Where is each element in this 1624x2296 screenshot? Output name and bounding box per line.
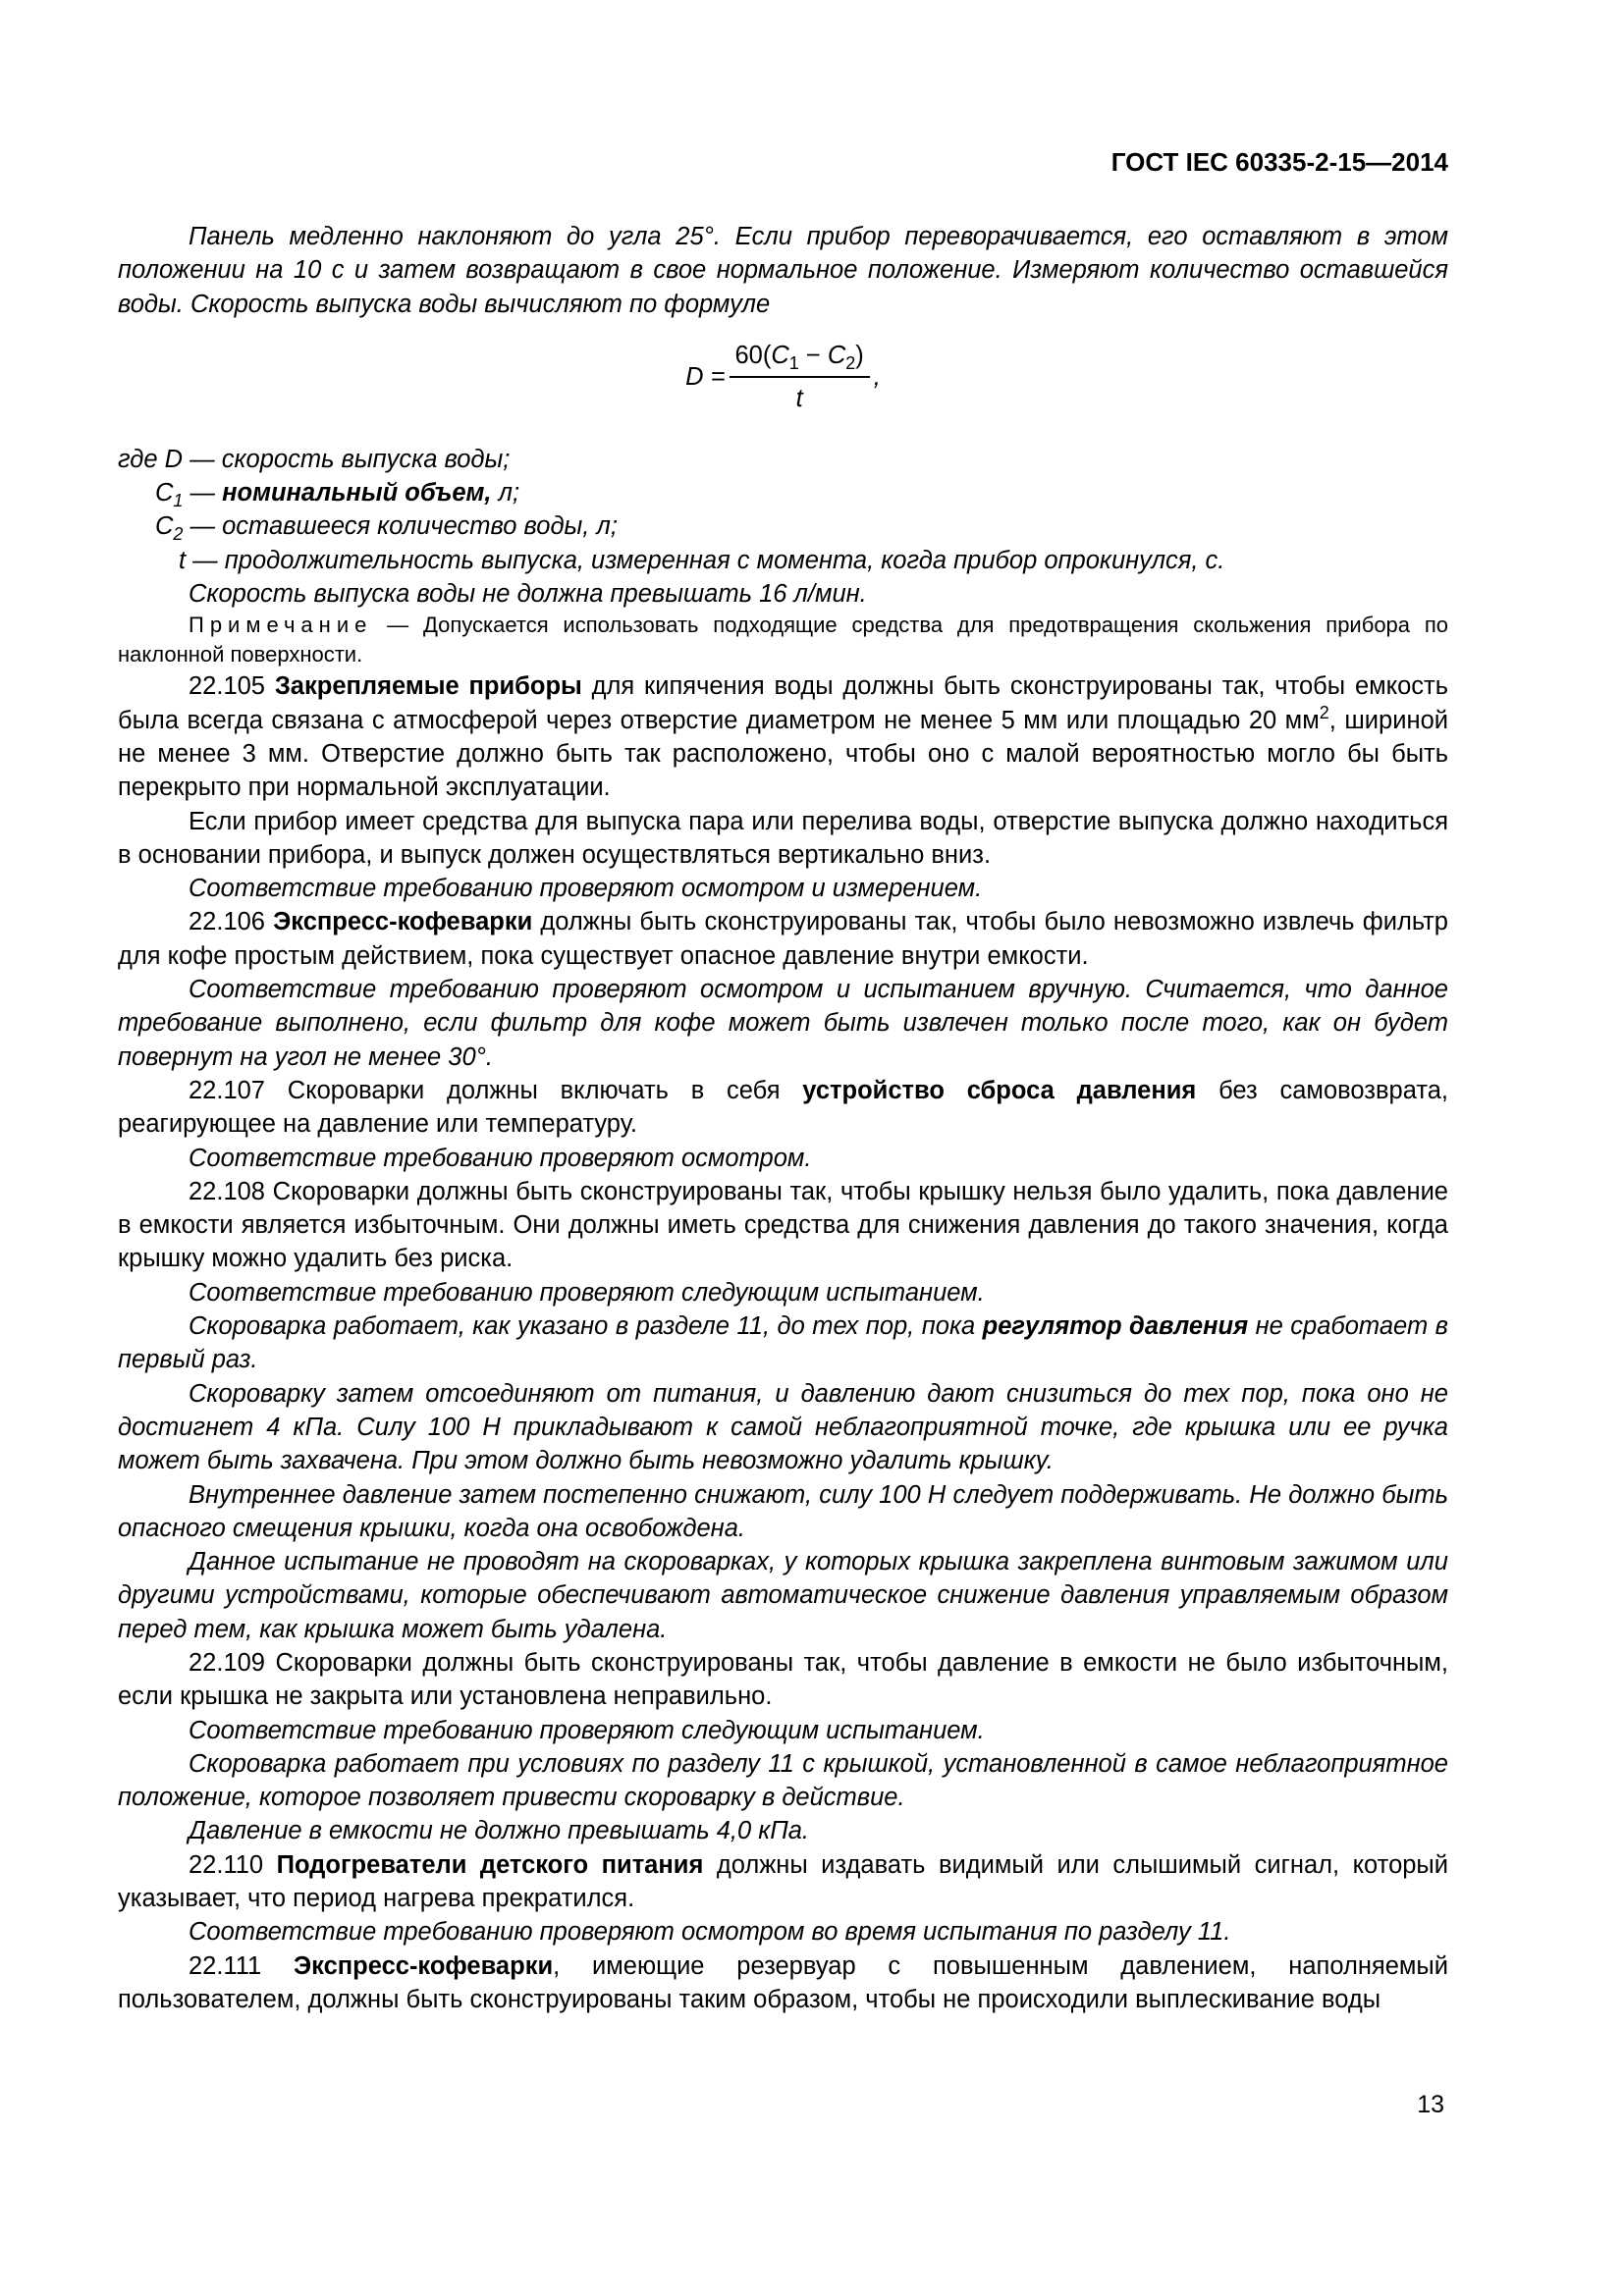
legend-c1: $C_1$ — номинальный объем, л; (155, 479, 520, 511)
clause-22-108-test-2: Скороварку затем отсоединяют от питания, и давлению дают снизиться до тех пор, пока оно не достигнет 4 кПа. Силу 100 Н прикладывают к самой неблагоприятной точке, где крышка или ее ручка может быть захвачена. При этом должно быть невозможно удалить крышку. (118, 1379, 1448, 1475)
clause-22-111: 22.111 Экспресс-кофеварки, имеющие резервуар с повышенным давлением, наполняемый пользователем, должны быть сконструированы таким образом, чтобы не происходили выплескивание воды (118, 1951, 1448, 2013)
page-number: 13 (1417, 2091, 1444, 2118)
clause-22-109-test-2: Давление в емкости не должно превышать 4,0 кПа. (189, 1817, 810, 1845)
formula-denominator: t (795, 384, 803, 412)
note (118, 611, 1448, 669)
formula-legend (118, 443, 1448, 611)
clause-22-107-check: Соответствие требованию проверяют осмотром. (189, 1144, 812, 1172)
formula-numerator: $60(C_1 - C_2)$ (730, 339, 870, 378)
legend-t: t — продолжительность выпуска, измеренная с момента, когда прибор опрокинулся, с. (179, 546, 1225, 574)
formula-fraction (730, 339, 870, 416)
formula-lhs: D = (685, 362, 726, 391)
clause-22-108: 22.108 Скороварки должны быть сконструированы так, чтобы крышку нельзя было удалить, пока давление в емкости является избыточным. Они должны иметь средства для снижения давления до такого значения, когда крышку можно удалить без риска. (118, 1177, 1448, 1273)
clause-22-110-check: Соответствие требованию проверяют осмотром во время испытания по разделу 11. (189, 1918, 1231, 1947)
clause-22-108-test-4: Данное испытание не проводят на скороварках, у которых крышка закреплена винтовым зажимом или другими устройствами, которые обеспечивают автоматическое снижение давления управляемым образом перед тем, как крышка может быть удалена. (118, 1548, 1448, 1643)
clause-22-105-check: Соответствие требованию проверяют осмотром и измерением. (189, 875, 983, 903)
clause-22-109: 22.109 Скороварки должны быть сконструированы так, чтобы давление в емкости не было избыточным, если крышка не закрыта или установлена неправильно. (118, 1648, 1448, 1711)
clause-22-109-test-1: Скороварка работает при условиях по разделу 11 с крышкой, установленной в самое неблагоприятное положение, которое позволяет привести скороварку в действие. (118, 1749, 1448, 1812)
formula-comma: , (873, 362, 881, 391)
clause-22-108-check: Соответствие требованию проверяют следующим испытанием. (189, 1278, 985, 1307)
clause-22-108-test-1: Скороварка работает, как указано в разделе 11, до тех пор, пока регулятор давления не сработает в первый раз. (118, 1312, 1448, 1374)
note-label: Примечание (189, 613, 373, 638)
legend-d: где D — скорость выпуска воды; (118, 445, 511, 473)
clause-22-108-test-3: Внутреннее давление затем постепенно снижают, силу 100 Н следует поддерживать. Не должно быть опасного смещения крышки, когда она освобождена. (118, 1480, 1448, 1542)
clause-22-106-check: Соответствие требованию проверяют осмотром и испытанием вручную. Считается, что данное требование выполнено, если фильтр для кофе может быть извлечен только после того, как он будет повернут на угол не менее 30°. (118, 976, 1448, 1071)
clause-22-107: 22.107 Скороварки должны включать в себя устройство сброса давления без самовозврата, реагирующее на давление или температуру. (118, 1076, 1448, 1139)
note-text: — Допускается использовать подходящие средства для предотвращения скольжения прибора по наклонной поверхности. (118, 613, 1448, 667)
clause-22-105-outlet: Если прибор имеет средства для выпуска пара или перелива воды, отверстие выпуска должно находиться в основании прибора, и выпуск должен осуществляться вертикально вниз. (118, 807, 1448, 869)
legend-c2: $C_2$ — оставшееся количество воды, л; (155, 512, 618, 545)
intro-paragraph: Панель медленно наклоняют до угла 25°. Если прибор переворачивается, его оставляют в этом положении на 10 с и затем возвращают в свое нормальное положение. Измеряют количество оставшейся воды. Скорость выпуска воды вычисляют по формуле (118, 223, 1448, 318)
page-body (118, 220, 1448, 2016)
rate-limit: Скорость выпуска воды не должна превышать 16 л/мин. (189, 580, 867, 609)
discharge-rate-formula (118, 323, 1448, 431)
document-header: ГОСТ IEC 60335-2-15—2014 (1110, 147, 1448, 177)
clause-22-109-check: Соответствие требованию проверяют следующим испытанием. (189, 1716, 985, 1744)
clause-22-110: 22.110 Подогреватели детского питания должны издавать видимый или слышимый сигнал, который указывает, что период нагрева прекратился. (118, 1850, 1449, 1913)
clause-22-106: 22.106 Экспресс-кофеварки должны быть сконструированы так, чтобы было невозможно извлечь фильтр для кофе простым действием, пока существует опасное давление внутри емкости. (118, 908, 1448, 970)
clause-22-105: 22.105 Закрепляемые приборы для кипячения воды должны быть сконструированы так, чтобы емкость была всегда связана с атмосферой через отверстие диаметром не менее 5 мм или площадью 20 $мм^2$, шириной не менее 3 мм. Отверстие должно быть так расположено, чтобы оно с малой вероятностью могло бы быть перекрыто при нормальной эксплуатации. (118, 672, 1448, 802)
